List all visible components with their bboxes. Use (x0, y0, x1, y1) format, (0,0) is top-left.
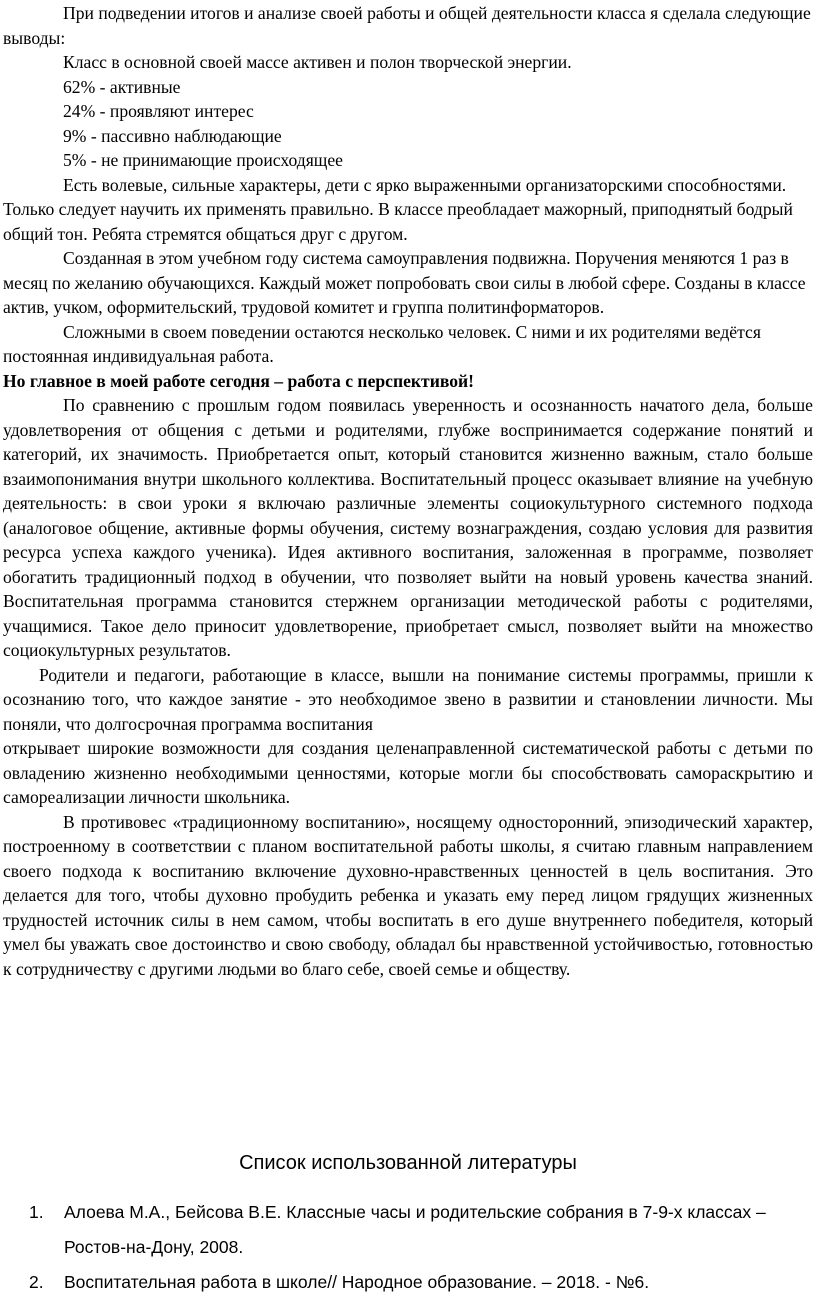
stat-interested: 24% - проявляют интерес (63, 101, 254, 121)
characters-paragraph: Есть волевые, сильные характеры, дети с ярко выраженными организаторскими способностями. Только следует научить их применять правильно. В классе преобладает мажорный, приподнятый бодрый общий тон. Ребята стремятся общаться друг с другом. (3, 174, 793, 244)
class-summary: Класс в основной своей массе активен и полон творческой энергии. (63, 52, 572, 72)
references-list (29, 1195, 815, 1300)
stat-active: 62% - активные (63, 76, 181, 97)
reference-text: Воспитательная работа в школе// Народное образование. – 2018. - №6. (64, 1272, 650, 1292)
opportunities-paragraph: открывает широкие возможности для создания целенаправленной систематической работы с детьми по овладению жизненно необходимыми ценностями, которые могли бы способствовать самораскрытию и самореализации личности школьника. (3, 738, 813, 807)
stat-passive: 9% - пассивно наблюдающие (63, 125, 282, 146)
reference-text: Алоева М.А., Бейсова В.Е. Классные часы и родительские собрания в 7-9-х классах – Ростов-на-Дону, 2008. (64, 1202, 766, 1257)
self-government-paragraph: Созданная в этом учебном году система самоуправления подвижна. Поручения меняются 1 раз в месяц по желанию обучающихся. Каждый может попробовать свои силы в любой сфере. Созданы в классе актив, учком, оформительский, трудовой комитет и группа политинформаторов. (3, 248, 806, 317)
bold-heading: Но главное в моей работе сегодня – работа с перспективой! (3, 370, 475, 391)
reference-number: 2. (29, 1272, 44, 1292)
counterbalance-paragraph: В противовес «традиционному воспитанию», носящему односторонний, эпизодический характер, построенному в соответствии с планом воспитательной работы школы, я считаю главным направлением своего подхода к воспитанию включение духовно-нравственных ценностей в цель воспитания. Это делается для того, чтобы духовно пробудить ребенка и указать ему перед лицом грядущих жизненных трудностей источник силы в нем самом, чтобы воспитать в его душе внутреннего победителя, который умел бы уважать свое достоинство и свою свободу, обладал бы нравственной устойчивостью, готовностью к сотрудничеству с другими людьми во благо себе, своей семье и обществу. (3, 811, 813, 979)
difficult-students-paragraph: Сложными в своем поведении остаются несколько человек. С ними и их родителями ведётся постоянная индивидуальная работа. (3, 321, 761, 366)
reference-number: 1. (29, 1202, 44, 1222)
parents-paragraph: Родители и педагоги, работающие в классе, вышли на понимание системы программы, пришли к осознанию того, что каждое занятие - это необходимое звено в развитии и становлении личности. Мы поняли, что долгосрочная программа воспитания (3, 664, 813, 734)
intro-paragraph: При подведении итогов и анализе своей работы и общей деятельности класса я сделала следующие выводы: (3, 3, 811, 48)
document-body (3, 1, 813, 981)
comparison-paragraph: По сравнению с прошлым годом появилась уверенность и осознанность начатого дела, больше удовлетворения от общения с детьми и родителями, глубже воспринимается содержание понятий и категорий, их значимость. Приобретается опыт, который становится жизненно важным, стало больше взаимопонимания внутри школьного коллектива. Воспитательный процесс оказывает влияние на учебную деятельность: в свои уроки я включаю различные элементы социокультурного системного подхода (аналоговое общение, активные формы обучения, систему вознаграждения, создаю условия для развития ресурса успеха каждого ученика). Идея активного воспитания, заложенная в программе, позволяет обогатить традиционный подход в обучении, что позволяет выйти на новый уровень качества знаний. Воспитательная программа становится стержнем организации методической работы с родителями, учащимися. Такое дело приносит удовлетворение, приобретает смысл, позволяет выйти на множество социокультурных результатов. (3, 395, 813, 660)
stat-not-accepting: 5% - не принимающие происходящее (63, 150, 343, 170)
references-title: Список использованной литературы (239, 1152, 577, 1174)
reference-item (29, 1265, 815, 1300)
reference-item (29, 1195, 815, 1265)
